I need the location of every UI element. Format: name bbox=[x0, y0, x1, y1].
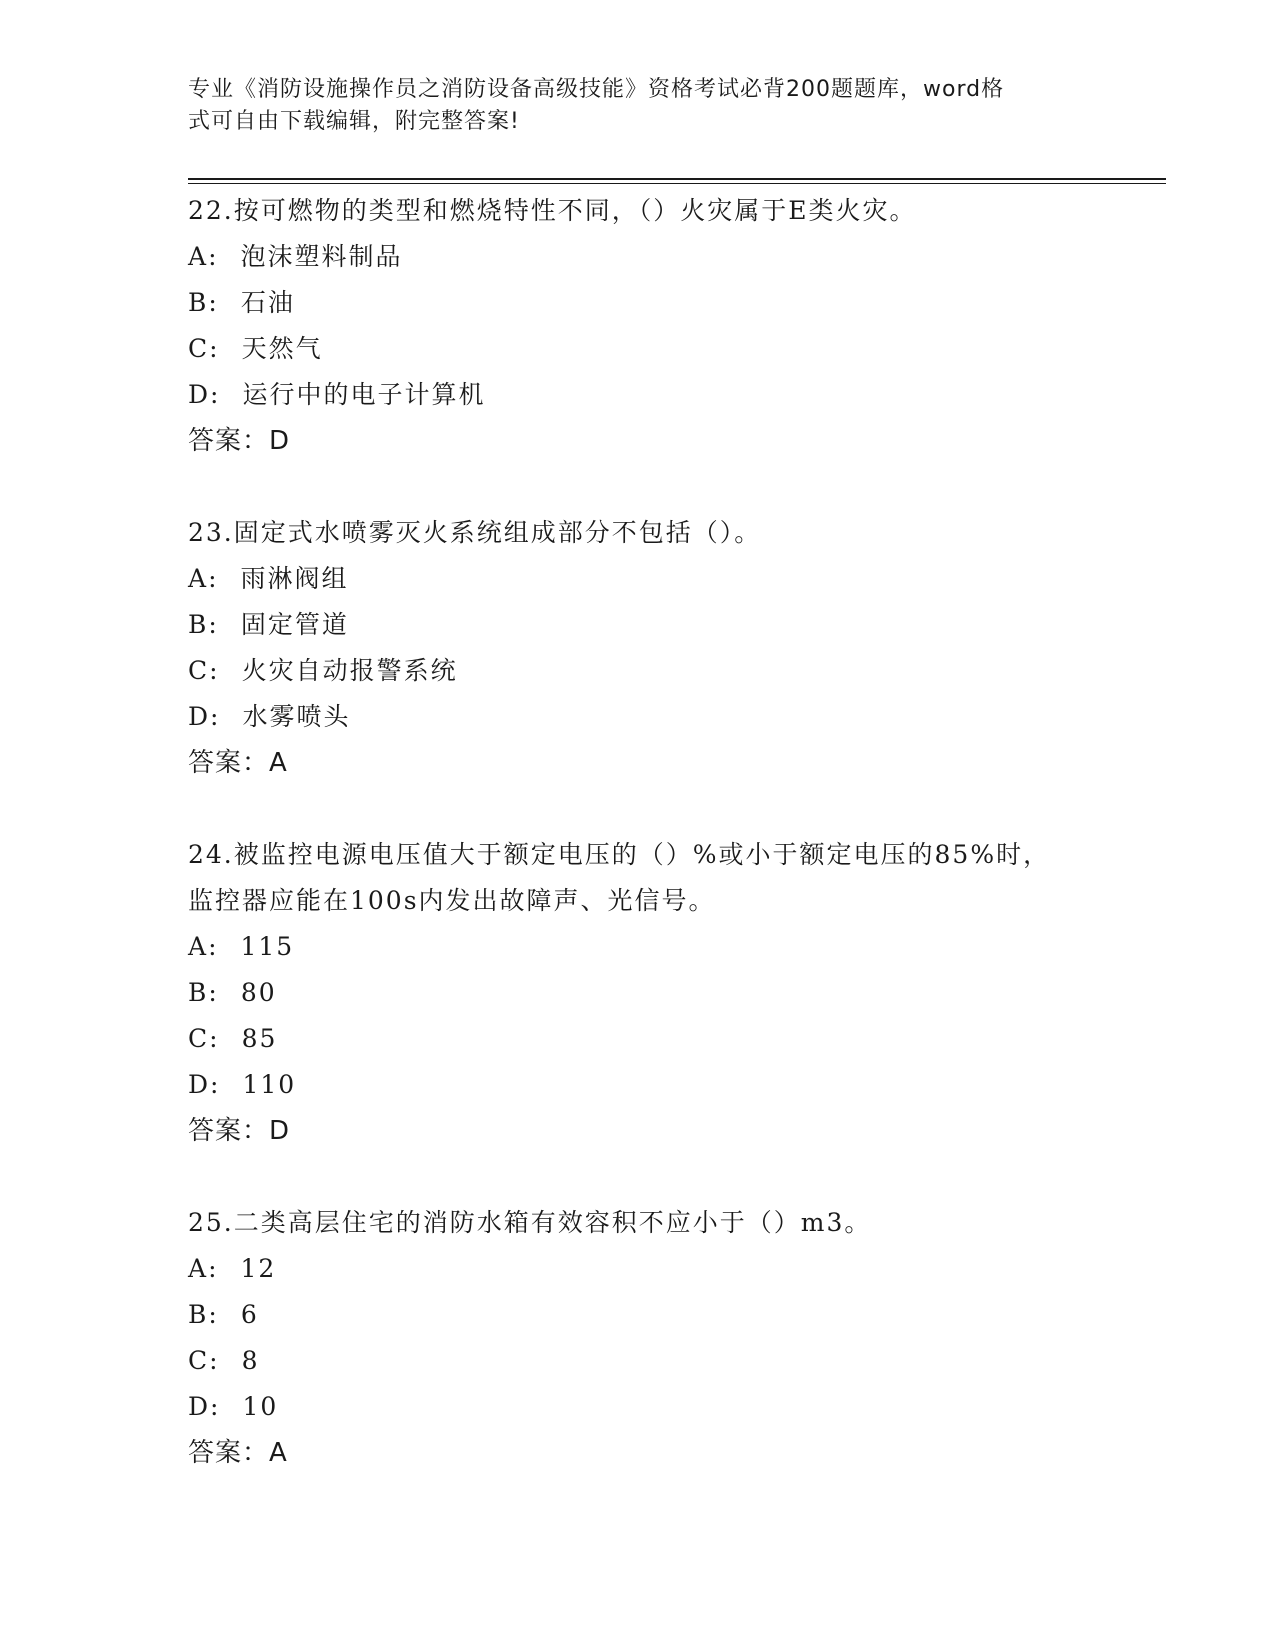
option-text: 6 bbox=[240, 1300, 259, 1329]
option-key: A bbox=[188, 242, 209, 271]
option-key: B bbox=[188, 288, 209, 317]
question-text: 22.按可燃物的类型和燃烧特性不同，（）火灾属于E类火灾。 bbox=[188, 196, 917, 225]
option-key: D bbox=[188, 1392, 211, 1421]
option-text: 固定管道 bbox=[240, 610, 349, 639]
option-d: D: 水雾喷头 bbox=[188, 694, 1118, 740]
question-25 bbox=[188, 1200, 1118, 1476]
option-key: C bbox=[188, 1024, 210, 1053]
header-divider-thick bbox=[188, 178, 1166, 180]
option-c: C: 8 bbox=[188, 1338, 1118, 1384]
option-a: A: 泡沫塑料制品 bbox=[188, 234, 1118, 280]
option-key: C bbox=[188, 656, 210, 685]
question-text: 23.固定式水喷雾灭火系统组成部分不包括（）。 bbox=[188, 518, 762, 547]
option-c: C: 天然气 bbox=[188, 326, 1118, 372]
answer-label: 答案：A bbox=[188, 748, 288, 778]
option-c: C: 火灾自动报警系统 bbox=[188, 648, 1118, 694]
answer-label: 答案：D bbox=[188, 1116, 291, 1146]
option-key: B bbox=[188, 610, 209, 639]
option-d: D: 110 bbox=[188, 1062, 1118, 1108]
option-c: C: 85 bbox=[188, 1016, 1118, 1062]
header-divider-thin bbox=[188, 183, 1166, 184]
question-list bbox=[188, 188, 1118, 1522]
option-key: B bbox=[188, 978, 209, 1007]
option-b: B: 石油 bbox=[188, 280, 1118, 326]
option-text: 运行中的电子计算机 bbox=[242, 380, 486, 409]
option-a: A: 雨淋阀组 bbox=[188, 556, 1118, 602]
option-text: 8 bbox=[241, 1346, 260, 1375]
option-key: D bbox=[188, 380, 211, 409]
question-text: 24.被监控电源电压值大于额定电压的（）%或小于额定电压的85%时， bbox=[188, 840, 1051, 869]
option-key: C bbox=[188, 1346, 210, 1375]
answer-label: 答案：D bbox=[188, 426, 291, 456]
option-text: 85 bbox=[241, 1024, 278, 1053]
option-text: 12 bbox=[240, 1254, 277, 1283]
option-text: 泡沫塑料制品 bbox=[240, 242, 403, 271]
document-header bbox=[188, 74, 1078, 138]
option-b: B: 固定管道 bbox=[188, 602, 1118, 648]
option-text: 水雾喷头 bbox=[242, 702, 351, 731]
option-text: 天然气 bbox=[241, 334, 323, 363]
option-text: 110 bbox=[242, 1070, 297, 1099]
question-text-continued: 监控器应能在100s内发出故障声、光信号。 bbox=[188, 886, 716, 915]
option-key: B bbox=[188, 1300, 209, 1329]
option-a: A: 12 bbox=[188, 1246, 1118, 1292]
option-text: 10 bbox=[242, 1392, 279, 1421]
question-text: 25.二类高层住宅的消防水箱有效容积不应小于（）m3。 bbox=[188, 1208, 872, 1237]
option-key: A bbox=[188, 932, 209, 961]
option-key: A bbox=[188, 1254, 209, 1283]
answer-label: 答案：A bbox=[188, 1438, 288, 1468]
option-a: A: 115 bbox=[188, 924, 1118, 970]
option-b: B: 80 bbox=[188, 970, 1118, 1016]
option-d: D: 10 bbox=[188, 1384, 1118, 1430]
option-key: A bbox=[188, 564, 209, 593]
option-text: 石油 bbox=[240, 288, 295, 317]
option-key: D bbox=[188, 1070, 211, 1099]
option-d: D: 运行中的电子计算机 bbox=[188, 372, 1118, 418]
option-text: 115 bbox=[240, 932, 295, 961]
option-b: B: 6 bbox=[188, 1292, 1118, 1338]
question-23 bbox=[188, 510, 1118, 786]
question-22 bbox=[188, 188, 1118, 464]
header-line-1: 专业《消防设施操作员之消防设备高级技能》资格考试必背200题题库，word格 bbox=[188, 77, 1005, 102]
option-text: 80 bbox=[240, 978, 277, 1007]
option-text: 火灾自动报警系统 bbox=[241, 656, 458, 685]
question-24 bbox=[188, 832, 1118, 1154]
option-key: D bbox=[188, 702, 211, 731]
option-text: 雨淋阀组 bbox=[240, 564, 349, 593]
header-line-2: 式可自由下载编辑，附完整答案! bbox=[188, 109, 520, 134]
option-key: C bbox=[188, 334, 210, 363]
